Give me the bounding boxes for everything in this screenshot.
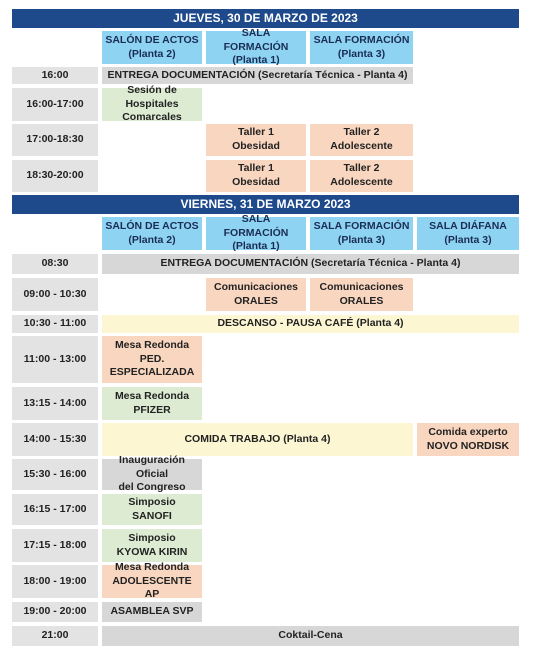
event-line: ESPECIALIZADA bbox=[109, 366, 195, 379]
event-coktail-cena: Coktail-Cena bbox=[102, 626, 519, 646]
time-cell: 09:00 - 10:30 bbox=[12, 278, 98, 311]
event-line: Obesidad bbox=[232, 140, 280, 152]
event-line: Comarcales bbox=[122, 111, 182, 124]
event-line: Simposio bbox=[128, 495, 176, 508]
thursday-room-salon-actos bbox=[102, 31, 202, 64]
event-entrega-documentacion: ENTREGA DOCUMENTACIÓN (Secretaría Técnica - Planta 4) bbox=[102, 67, 413, 84]
time-cell: 18:30-20:00 bbox=[12, 160, 98, 192]
room-name: SALA FORMACIÓN bbox=[223, 27, 289, 53]
event-line: SANOFI bbox=[132, 509, 172, 522]
friday-room-formacion-3 bbox=[310, 217, 413, 250]
event-line: Mesa Redonda bbox=[114, 389, 190, 402]
event-line: Taller 1 bbox=[238, 126, 274, 139]
event-comunicaciones-orales bbox=[310, 278, 413, 311]
event-line: Mesa Redonda bbox=[114, 561, 190, 574]
event-pausa-cafe: DESCANSO - PAUSA CAFÉ (Planta 4) bbox=[102, 315, 519, 333]
time-cell: 17:15 - 18:00 bbox=[12, 529, 98, 562]
event-line: Comunicaciones bbox=[319, 280, 404, 293]
room-name: SALÓN DE ACTOS bbox=[105, 219, 199, 232]
event-line: KYOWA KIRIN bbox=[116, 545, 188, 558]
event-taller-obesidad bbox=[206, 160, 306, 192]
event-line: ORALES bbox=[234, 294, 278, 307]
event-line: ADOLESCENTE AP bbox=[112, 574, 192, 601]
room-name: SALA DIÁFANA bbox=[429, 219, 507, 232]
time-cell: 08:30 bbox=[12, 254, 98, 274]
event-line: Sesión de Hospitales bbox=[125, 84, 179, 110]
event-entrega-documentacion: ENTREGA DOCUMENTACIÓN (Secretaría Técnica - Planta 4) bbox=[102, 254, 519, 274]
event-taller-adolescente bbox=[310, 160, 413, 192]
event-line: del Congreso bbox=[118, 481, 186, 494]
event-sesion-hospitales bbox=[102, 84, 202, 124]
event-line: ORALES bbox=[339, 294, 384, 307]
time-cell: 18:00 - 19:00 bbox=[12, 565, 98, 598]
event-line: Comunicaciones bbox=[213, 280, 299, 293]
room-floor: (Planta 3) bbox=[444, 233, 492, 246]
time-cell: 16:15 - 17:00 bbox=[12, 494, 98, 525]
room-floor: (Planta 1) bbox=[232, 54, 280, 67]
event-mesa-ped-especializada bbox=[102, 336, 202, 383]
event-line: PFIZER bbox=[133, 403, 171, 416]
event-line: PED. bbox=[139, 352, 165, 365]
friday-room-formacion-1 bbox=[206, 213, 306, 253]
thursday-room-formacion-1 bbox=[206, 27, 306, 67]
event-inauguracion bbox=[102, 454, 202, 494]
event-line: NOVO NORDISK bbox=[426, 439, 510, 452]
room-floor: (Planta 2) bbox=[128, 233, 176, 246]
event-line: Adolescente bbox=[330, 140, 393, 152]
event-line: Simposio bbox=[128, 531, 176, 544]
room-name: SALÓN DE ACTOS bbox=[105, 33, 199, 46]
time-cell: 14:00 - 15:30 bbox=[12, 423, 98, 456]
event-line: Taller 2 bbox=[343, 126, 380, 139]
event-line: Inauguración Oficial bbox=[119, 454, 185, 480]
event-simposio-sanofi bbox=[102, 494, 202, 525]
time-cell: 16:00-17:00 bbox=[12, 88, 98, 121]
thursday-room-formacion-3 bbox=[310, 31, 413, 64]
event-taller-adolescente bbox=[310, 124, 413, 156]
room-name: SALA FORMACIÓN bbox=[313, 219, 410, 232]
event-line: Comida experto bbox=[428, 425, 508, 438]
event-comunicaciones-orales bbox=[206, 278, 306, 311]
event-mesa-adolescente-ap bbox=[102, 561, 202, 601]
thursday-day-header: JUEVES, 30 DE MARZO DE 2023 bbox=[12, 9, 519, 28]
event-simposio-kyowa-kirin bbox=[102, 529, 202, 562]
event-line: Adolescente bbox=[330, 176, 393, 188]
room-floor: (Planta 1) bbox=[232, 240, 280, 253]
room-floor: (Planta 3) bbox=[337, 47, 386, 60]
event-line: Mesa Redonda bbox=[114, 339, 190, 352]
event-line: Taller 1 bbox=[238, 162, 274, 175]
time-cell: 11:00 - 13:00 bbox=[12, 336, 98, 383]
room-floor: (Planta 3) bbox=[337, 233, 386, 246]
time-cell: 16:00 bbox=[12, 67, 98, 84]
event-mesa-pfizer bbox=[102, 387, 202, 420]
friday-day-header: VIERNES, 31 DE MARZO 2023 bbox=[12, 195, 519, 214]
time-cell: 21:00 bbox=[12, 626, 98, 646]
time-cell: 15:30 - 16:00 bbox=[12, 459, 98, 490]
event-comida-novo-nordisk bbox=[417, 423, 519, 456]
room-name: SALA FORMACIÓN bbox=[223, 213, 289, 239]
event-line: Taller 2 bbox=[343, 162, 380, 175]
time-cell: 17:00-18:30 bbox=[12, 124, 98, 156]
event-taller-obesidad bbox=[206, 124, 306, 156]
friday-room-diafana bbox=[417, 217, 519, 250]
friday-room-salon-actos bbox=[102, 217, 202, 250]
time-cell: 19:00 - 20:00 bbox=[12, 602, 98, 622]
room-name: SALA FORMACIÓN bbox=[313, 33, 410, 46]
event-asamblea-svp: ASAMBLEA SVP bbox=[102, 602, 202, 622]
event-comida-trabajo: COMIDA TRABAJO (Planta 4) bbox=[102, 423, 413, 456]
time-cell: 10:30 - 11:00 bbox=[12, 315, 98, 333]
room-floor: (Planta 2) bbox=[128, 47, 176, 60]
time-cell: 13:15 - 14:00 bbox=[12, 387, 98, 420]
event-line: Obesidad bbox=[232, 176, 280, 188]
